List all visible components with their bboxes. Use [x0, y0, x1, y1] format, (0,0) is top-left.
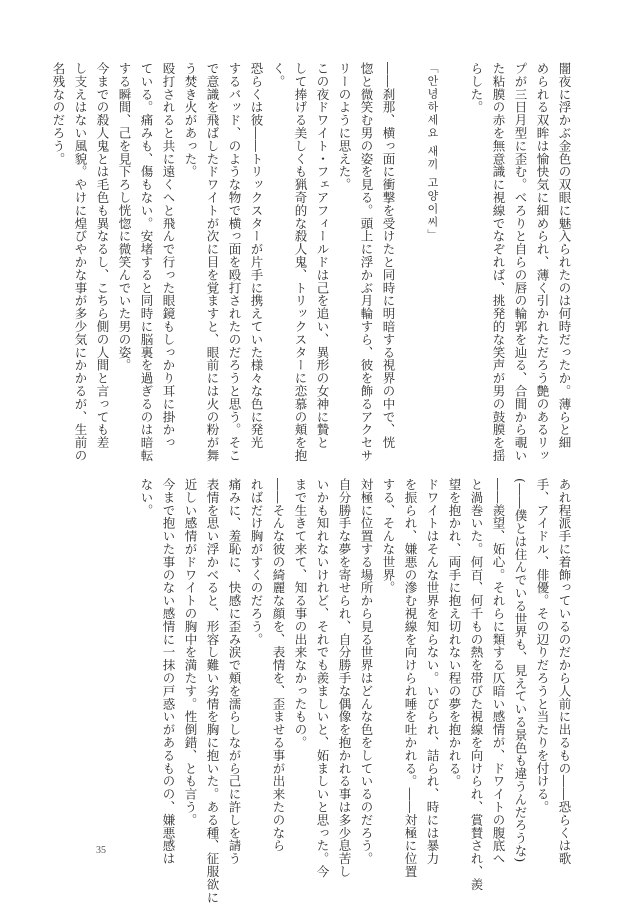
text-line: まで生きて来て、知る事の出来なかったもの。: [293, 478, 308, 749]
text-line: 近しい感情がドワイトの胸中を満たす。性倒錯、とも言う。: [183, 478, 198, 827]
text-line-spacer: [443, 62, 465, 442]
text-line: 望を抱かれ、両手に抱え切れない程の夢を抱かれる。: [447, 478, 462, 788]
text-line: ればだけ胸がすくのだろう。: [249, 478, 264, 646]
text-line: められる双眸は愉快気に細められ、薄く引かれただろう艶のあるリッ: [535, 62, 550, 462]
text-line: を振られ、嫌悪の滲む視線を向けられ唾を吐かれる。――対極に位置: [403, 478, 418, 878]
text-line: する瞬間、己を見下ろし恍惚に微笑んでいた男の姿。: [117, 62, 132, 372]
text-line: と渦巻いた。何百、何千もの熱を帯びた視線を向けられ、賞賛され、羨: [469, 478, 484, 891]
text-line: 今までの殺人鬼とは毛色も異なるし、こちら側の人間と言っても差: [95, 62, 110, 449]
text-line: ――刹那、横っ面に衝撃を受けたと同時に明暗する視界の中で、恍: [381, 62, 396, 449]
text-line: 自分勝手な夢を寄せられ、自分勝手な偶像を抱かれる事は多少息苦し: [337, 478, 352, 878]
text-line: 表情を思い浮かべると、形容し難い劣情を胸に抱いた。ある種、征服欲に: [205, 478, 220, 904]
text-line: する、そんな世界。: [381, 478, 396, 595]
text-line: 惚と微笑む男の姿を見る。頭上に浮かぶ月輪すら、彼を飾るアクセサ: [359, 62, 374, 462]
text-line: う焚き火があった。: [183, 62, 198, 179]
text-line: ――羨望、妬心。それらに類する仄暗い感情が、ドワイトの腹底へ: [491, 478, 506, 865]
lower-text-block: [135, 478, 575, 904]
text-line: あれ程派手に着飾っているのだから人前に出るもの――恐らくは歌: [557, 478, 572, 865]
text-line: して捧げる美しくも猟奇的な殺人鬼、トリックスターに恋慕の頬を抱: [293, 62, 308, 462]
text-line: ない。: [139, 478, 154, 517]
text-line: ドワイトはそんな世界を知らない。いびられ、詰られ、時には暴力: [425, 478, 440, 865]
upper-text-block: [47, 62, 575, 462]
text-line: リーのように思えた。: [337, 62, 352, 191]
text-line: ている。痛みも、傷もない。安堵すると同時に脳裏を過ぎるのは暗転: [139, 62, 154, 462]
text-line: で意識を飛ばしたドワイトが次に目を覚ますと、眼前には火の粉が舞: [205, 62, 220, 462]
text-line: し支えはない風貌。やけに煌びやかな事が多少気にかかるが、生前の: [73, 62, 88, 462]
text-line: 闇夜に浮かぶ金色の双眼に魅入られたのは何時だったか。薄らと細: [557, 62, 572, 449]
text-line: プが三日月型に歪む。べろりと自らの唇の輪郭を辿る、合間から覗い: [513, 62, 528, 462]
text-line-spacer: [399, 62, 421, 442]
text-line: ――そんな彼の綺麗な顔を、表情を、歪ませる事が出来たのなら: [271, 478, 286, 853]
text-line: するバッド、のような物で横っ面を殴打されたのだろうと思う。そこ: [227, 62, 242, 462]
text-line: く。: [271, 62, 286, 88]
text-line: この夜ドワイト・フェアフィールドは己を追い、異形の女神に贄と: [315, 62, 330, 449]
text-line: 名残なのだろう。: [51, 62, 66, 166]
text-line: 今まで抱いた事のない感情に一抹の戸惑いがあるものの、嫌悪感は: [161, 478, 176, 865]
text-line: 恐らくは彼――トリックスターが片手に携えていた様々な色に発光: [249, 62, 264, 449]
text-line: 「안녕하세요 새끼 고양이씨」: [426, 62, 439, 242]
text-line: らした。: [469, 62, 484, 114]
text-line: 手、アイドル、俳優。その辺りだろうと当たりを付ける。: [535, 478, 550, 814]
text-line: 対極に位置する場所から見る世界はどんな色をしているのだろう。: [359, 478, 374, 865]
text-line: た粘膜の赤を無意識に視線でなぞれば、挑発的な笑声が男の鼓膜を揺: [491, 62, 506, 462]
text-line: 痛みに、羞恥に、快感に歪み涙で頬を濡らしながら己に許しを請う: [227, 478, 242, 865]
text-line: 殴打されると共に遠くへと飛んで行った眼鏡もしっかり耳に掛かっ: [161, 62, 176, 449]
text-line: いかも知れないけれど、それでも羨ましいと、妬ましいと思った。今: [315, 478, 330, 878]
page-number: 35: [96, 845, 106, 856]
text-line: (――僕とは住んでいる世界も、見えている景色も違うんだろうな): [513, 478, 528, 863]
